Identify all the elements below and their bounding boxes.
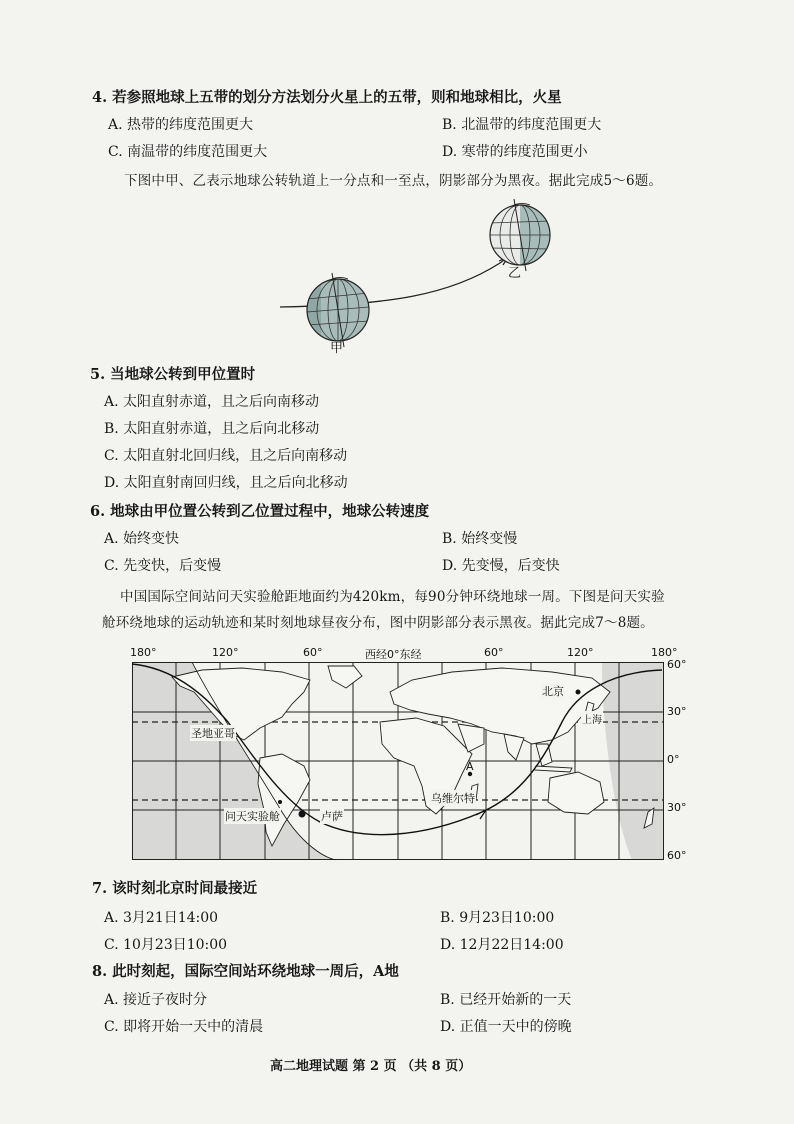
label-nairobi: 乌维尔特 — [431, 792, 475, 805]
intro-5-6: 下图中甲、乙表示地球公转轨道上一分点和一至点，阴影部分为黑夜。据此完成5～6题。 — [124, 173, 663, 189]
beijing-point — [576, 690, 581, 695]
intro-7-8-line2: 舱环绕地球的运动轨迹和某时刻地球昼夜分布，图中阴影部分表示黑夜。据此完成7～8题。 — [102, 615, 654, 631]
map-lat-label: 30° — [667, 801, 687, 814]
iss-point — [299, 811, 306, 818]
q6-option-d: D. 先变慢，后变快 — [442, 558, 560, 574]
q4-option-d: D. 寒带的纬度范围更小 — [442, 144, 588, 160]
orbit-diagram — [270, 195, 580, 355]
label-beijing: 北京 — [542, 685, 564, 698]
q8-option-a: A. 接近子夜时分 — [104, 992, 208, 1008]
q4-stem: 4. 若参照地球上五带的划分方法划分火星上的五带，则和地球相比，火星 — [92, 89, 562, 106]
q5-option-a: A. 太阳直射赤道，且之后向南移动 — [104, 394, 320, 410]
q6-option-a: A. 始终变快 — [104, 531, 180, 547]
label-lima: 卢萨 — [321, 810, 343, 823]
q8-option-c: C. 即将开始一天中的清晨 — [104, 1019, 264, 1035]
q7-option-b: B. 9月23日10:00 — [440, 910, 555, 926]
orbit-label-yi: 乙 — [508, 266, 522, 281]
q8-stem: 8. 此时刻起，国际空间站环绕地球一周后，A地 — [92, 963, 399, 980]
map-lon-label: 60° — [303, 646, 323, 659]
q8-option-d: D. 正值一天中的傍晚 — [440, 1019, 572, 1035]
q4-option-a: A. 热带的纬度范围更大 — [108, 117, 254, 133]
map-lat-label: 30° — [667, 705, 687, 718]
q4-option-b: B. 北温带的纬度范围更大 — [442, 117, 602, 133]
q7-option-a: A. 3月21日14:00 — [104, 910, 219, 926]
page-footer: 高二地理试题 第 2 页 （共 8 页） — [270, 1059, 472, 1074]
q6-stem: 6. 地球由甲位置公转到乙位置过程中，地球公转速度 — [90, 503, 430, 520]
q7-option-d: D. 12月22日14:00 — [440, 937, 564, 953]
map-lon-label: 180° — [130, 646, 157, 659]
intro-7-8-line1: 中国国际空间站问天实验舱距地面约为420km，每90分钟环绕地球一周。下图是问天实验 — [120, 589, 665, 605]
q6-option-b: B. 始终变慢 — [442, 531, 518, 547]
map-lon-label: 120° — [212, 646, 239, 659]
map-lon-label: 60° — [484, 646, 504, 659]
map-lat-label: 60° — [667, 849, 687, 862]
q7-option-c: C. 10月23日10:00 — [104, 937, 228, 953]
q5-option-c: C. 太阳直射北回归线，且之后向南移动 — [104, 448, 348, 464]
label-santiago: 圣地亚哥 — [191, 727, 235, 740]
map-lat-label: 60° — [667, 658, 687, 671]
q5-option-b: B. 太阳直射赤道，且之后向北移动 — [104, 421, 320, 437]
q5-stem: 5. 当地球公转到甲位置时 — [90, 366, 256, 383]
q5-option-d: D. 太阳直射南回归线，且之后向北移动 — [104, 475, 348, 491]
map-lon-label: 120° — [567, 646, 594, 659]
q6-option-c: C. 先变快，后变慢 — [104, 558, 222, 574]
label-point-a: A — [466, 760, 474, 773]
map-lon-label: 西经0°东经 — [365, 648, 422, 661]
world-map — [132, 662, 664, 860]
map-lat-label: 0° — [667, 753, 680, 766]
label-wentian: 问天实验舱 — [225, 810, 280, 823]
orbit-label-jia: 甲 — [330, 341, 344, 356]
q4-option-c: C. 南温带的纬度范围更大 — [108, 144, 268, 160]
label-shanghai: 上海 — [581, 711, 603, 726]
santiago-point — [278, 800, 282, 804]
q7-stem: 7. 该时刻北京时间最接近 — [92, 880, 258, 897]
map-lon-label: 180° — [651, 646, 678, 659]
q8-option-b: B. 已经开始新的一天 — [440, 992, 572, 1008]
